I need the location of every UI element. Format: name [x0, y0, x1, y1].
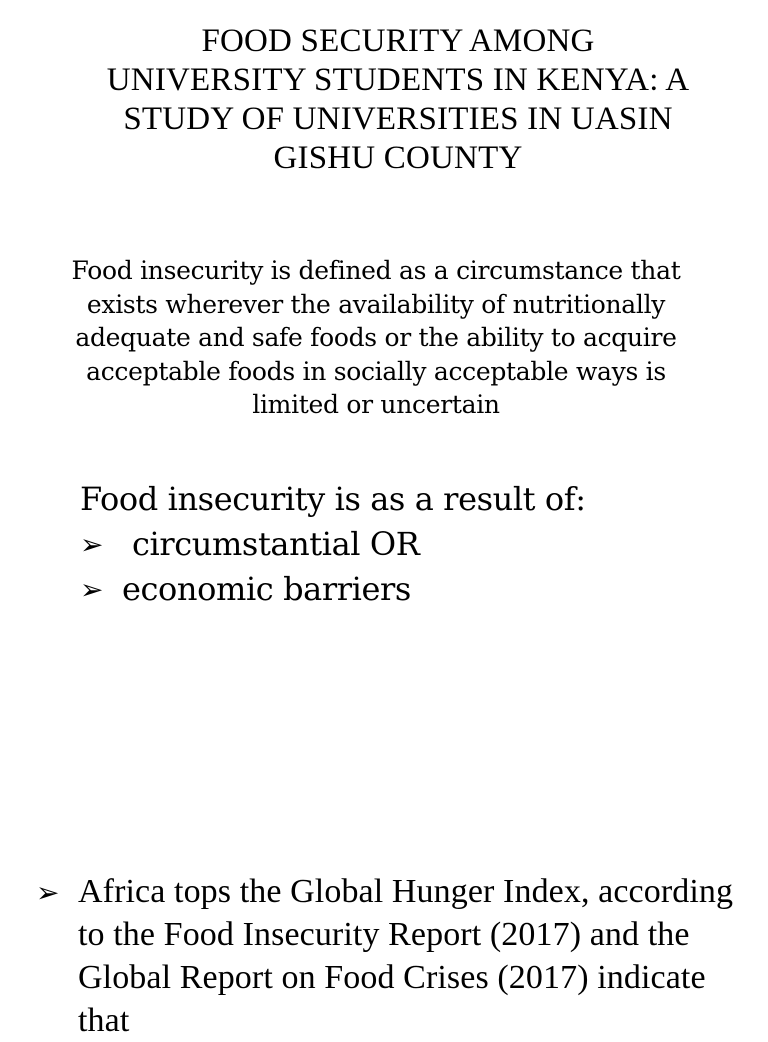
page-title: FOOD SECURITY AMONG UNIVERSITY STUDENTS IN KENYA: A STUDY OF UNIVERSITIES IN UASIN GISHU COUNTY — [106, 23, 690, 176]
causes-list — [80, 522, 740, 612]
arrow-bullet-icon: ➢ — [80, 528, 104, 561]
list-item — [36, 870, 736, 1042]
causes-heading: Food insecurity is as a result of: — [80, 480, 586, 518]
causes-section — [80, 476, 740, 612]
cause-label: economic barriers — [122, 570, 411, 608]
cause-label: circumstantial OR — [132, 525, 420, 563]
arrow-bullet-icon: ➢ — [80, 573, 104, 606]
list-item — [80, 522, 740, 567]
africa-hunger-list — [36, 870, 736, 1042]
list-item — [80, 567, 740, 612]
definition-paragraph: Food insecurity is defined as a circumstance that exists wherever the availability of nutritionally adequate and safe foods or the ability to acquire acceptable foods in socially acceptable ways is limited or uncertain — [71, 256, 681, 419]
arrow-bullet-icon: ➢ — [36, 876, 60, 909]
africa-hunger-text: Africa tops the Global Hunger Index, according to the Food Insecurity Report (2017) and the Global Report on Food Crises (2017) indicate that — [78, 873, 734, 1039]
